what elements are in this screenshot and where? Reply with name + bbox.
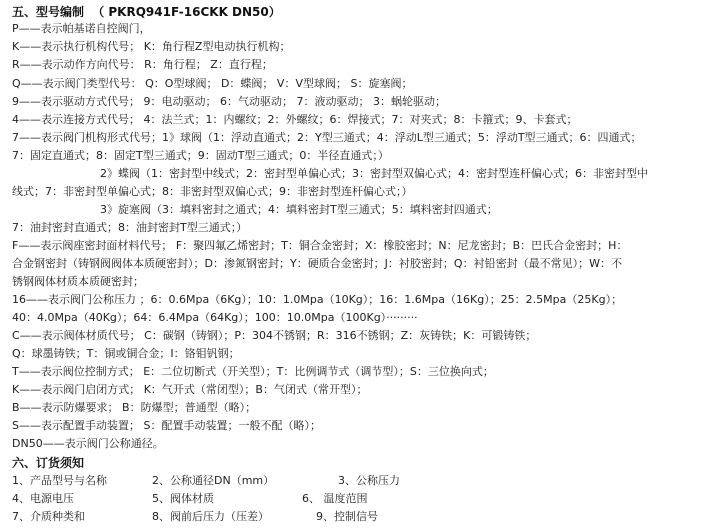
- line-t: T——表示阀位控制方式； E：二位切断式（开关型）；T：比例调节式（调节型）；S：三位换向式；: [12, 365, 494, 378]
- order-item: 5、阀体材质: [152, 492, 214, 505]
- line-k: K——表示执行机构代号； K：角行程Z型电动执行机构；: [12, 40, 291, 53]
- line-s: S——表示配置手动装置； S：配置手动装置；一般不配（略）；: [12, 419, 321, 432]
- line-b: B——表示防爆要求； B：防爆型；普通型（略）；: [12, 401, 257, 414]
- line-f: F——表示阀座密封面材料代号； F：聚四氟乙烯密封；T：铜合金密封；X：橡胶密封；N：尼龙密封；B：巴氏合金密封；H：: [12, 239, 628, 252]
- order-item: 7、介质种类和: [12, 510, 85, 523]
- order-item: 6、 温度范围: [302, 492, 368, 505]
- section5-title: 五、型号编制: [12, 5, 85, 19]
- line-butterfly: 2》蝶阀（1：密封型中线式；2：密封型单偏心式；3：密封型双偏心式；4：密封型连杆偏心式；6：非密封型中: [100, 167, 648, 180]
- order-item: 9、控制信号: [316, 510, 378, 523]
- order-item: 2、公称通径DN（mm）: [152, 474, 275, 487]
- line-c-cont: Q：球墨铸铁；T：铜或铜合金；I：铬钼钒钢；: [12, 347, 240, 360]
- line-7-cont: 7：固定直通式；8：固定T型三通式；9：固动T型三通式；0：半径直通式；）: [12, 149, 389, 162]
- line-q: Q——表示阀门类型代号： Q：O型球阀； D：蝶阀； V：V型球阀； S：旋塞阀；: [12, 77, 413, 90]
- line-4: 4——表示连接方式代号； 4：法兰式；1：内螺纹；2：外螺纹；6：焊接式；7：对夹式；8：卡箍式；9、卡套式；: [12, 113, 578, 126]
- section5-heading: [12, 4, 706, 20]
- line-dn: DN50——表示阀门公称通径。: [12, 437, 164, 450]
- line-f-cont2: 锈钢阀体材质本质硬密封；: [12, 275, 144, 288]
- line-16: 16——表示阀门公称压力 ；6：0.6Mpa（6Kg）；10：1.0Mpa（10Kg）；16：1.6Mpa（16Kg）；25：2.5Mpa（25Kg）；: [12, 293, 623, 306]
- order-item: 4、电源电压: [12, 492, 74, 505]
- line-c: C——表示阀体材质代号； C：碳钢（铸钢）；P：304不锈钢；R：316不锈钢；Z：灰铸铁；K：可锻铸铁；: [12, 329, 537, 342]
- order-item: 8、阀前后压力（压差）: [152, 510, 269, 523]
- line-r: R——表示动作方向代号： R：角行程； Z：直行程；: [12, 58, 273, 71]
- line-7: 7——表示阀门机构形式代号；1》球阀（1：浮动直通式；2：Y型三通式；4：浮动L型三通式；5：浮动T型三通式；6：四通式；: [12, 131, 642, 144]
- line-p: P——表示帕基诺自控阀门，: [12, 22, 151, 35]
- line-plug-cont: 7：油封密封直通式；8：油封密封T型三通式；）: [12, 221, 248, 234]
- line-9: 9——表示驱动方式代号； 9：电动驱动； 6：气动驱动； 7：液动驱动； 3：蜗轮驱动；: [12, 95, 446, 108]
- order-item: 3、公称压力: [338, 474, 400, 487]
- line-butterfly-cont: 线式；7：非密封型单偏心式；8：非密封型双偏心式；9：非密封型连杆偏心式；）: [12, 185, 413, 198]
- section6-title: 六、订货须知: [12, 456, 85, 470]
- line-k2: K——表示阀门启闭方式； K：气开式（常闭型）；B：气闭式（常开型）；: [12, 383, 368, 396]
- line-plug: 3》旋塞阀（3：填料密封之通式；4：填料密封T型三通式；5：填料密封四通式；: [100, 203, 498, 216]
- section5-model: （ PKRQ941F-16CKK DN50）: [92, 5, 281, 19]
- order-item: 1、产品型号与名称: [12, 474, 107, 487]
- line-16-cont: 40：4.0Mpa（40Kg）；64：6.4Mpa（64Kg）；100：10.0Mpa（100Kg）·········: [12, 311, 418, 324]
- line-f-cont: 合金钢密封（铸钢阀阀体本质硬密封）；D：渗氮钢密封；Y：硬质合金密封；J：衬胶密封；Q：衬铅密封（最不常见）；W：不: [12, 257, 622, 270]
